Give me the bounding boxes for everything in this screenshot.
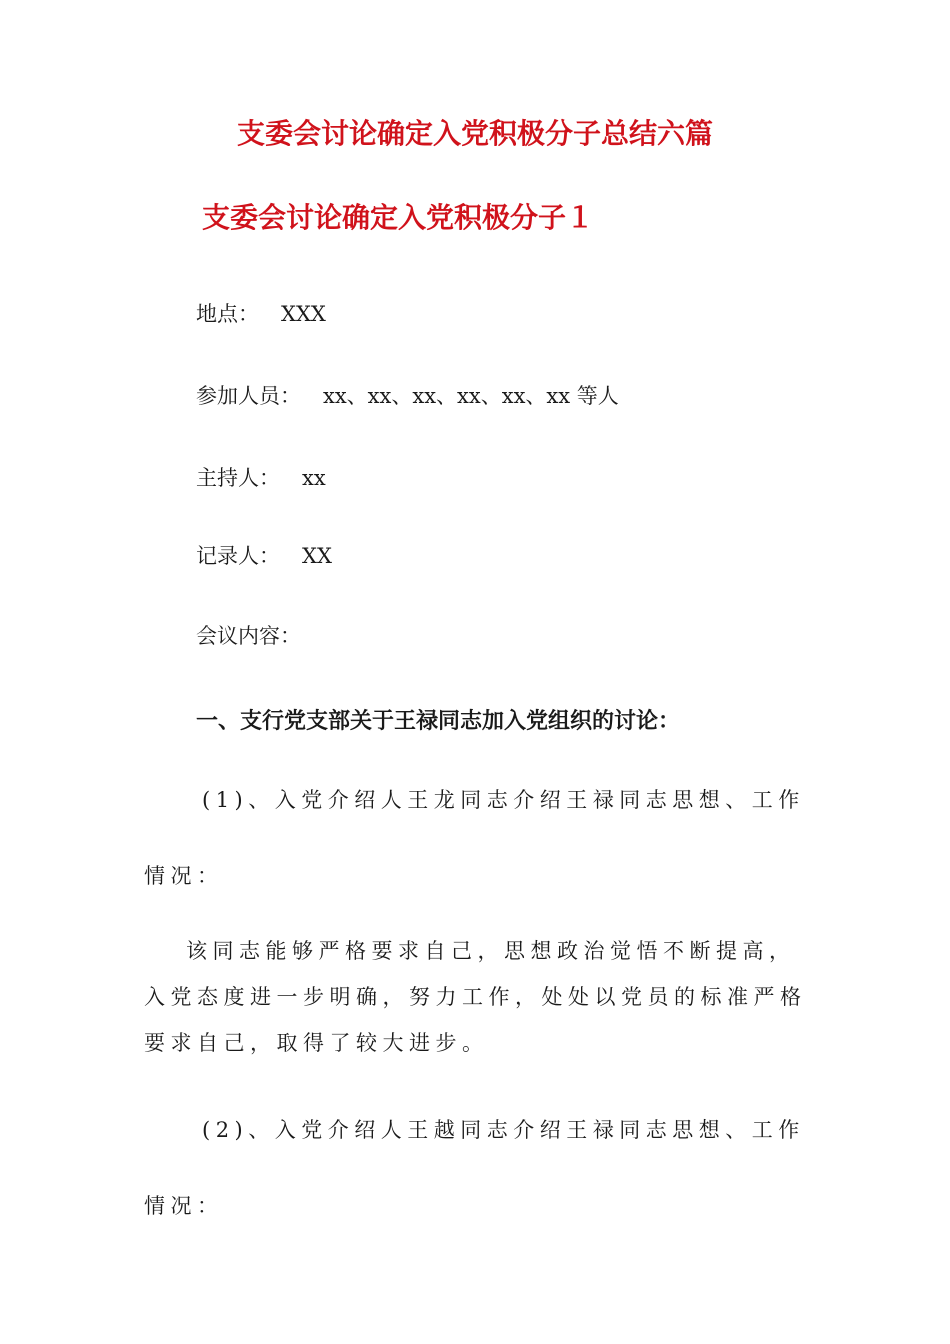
- meta-recorder: [196, 540, 332, 570]
- participants-label: 参加人员：: [196, 384, 301, 408]
- section-title: 支委会讨论确定入党积极分子１: [202, 201, 595, 234]
- meta-content-label: 会议内容：: [196, 624, 301, 648]
- meta-host: [196, 462, 326, 492]
- paragraph: 该同志能够严格要求自己，思想政治觉悟不断提高，入党态度进一步明确，努力工作，处处以党员的标准严格要求自己，取得了较大进步。: [144, 939, 807, 1055]
- document-title: 支委会讨论确定入党积极分子总结六篇: [236, 117, 713, 150]
- paragraph: (2)、入党介绍人王越同志介绍王禄同志思想、工作情况：: [144, 1118, 805, 1218]
- agenda-heading: 一、支行党支部关于王禄同志加入党组织的讨论：: [196, 708, 681, 734]
- participants-value: xx、xx、xx、xx、xx、xx 等人: [323, 384, 619, 408]
- meta-participants: [196, 380, 619, 410]
- host-label: 主持人：: [196, 466, 280, 490]
- recorder-value: XX: [302, 544, 332, 568]
- location-label: 地点：: [196, 302, 259, 326]
- location-value: XXX: [281, 302, 326, 326]
- paragraph: (1)、入党介绍人王龙同志介绍王禄同志思想、工作情况：: [144, 788, 805, 888]
- meta-location: [196, 298, 326, 328]
- host-value: xx: [302, 466, 326, 490]
- recorder-label: 记录人：: [196, 544, 280, 568]
